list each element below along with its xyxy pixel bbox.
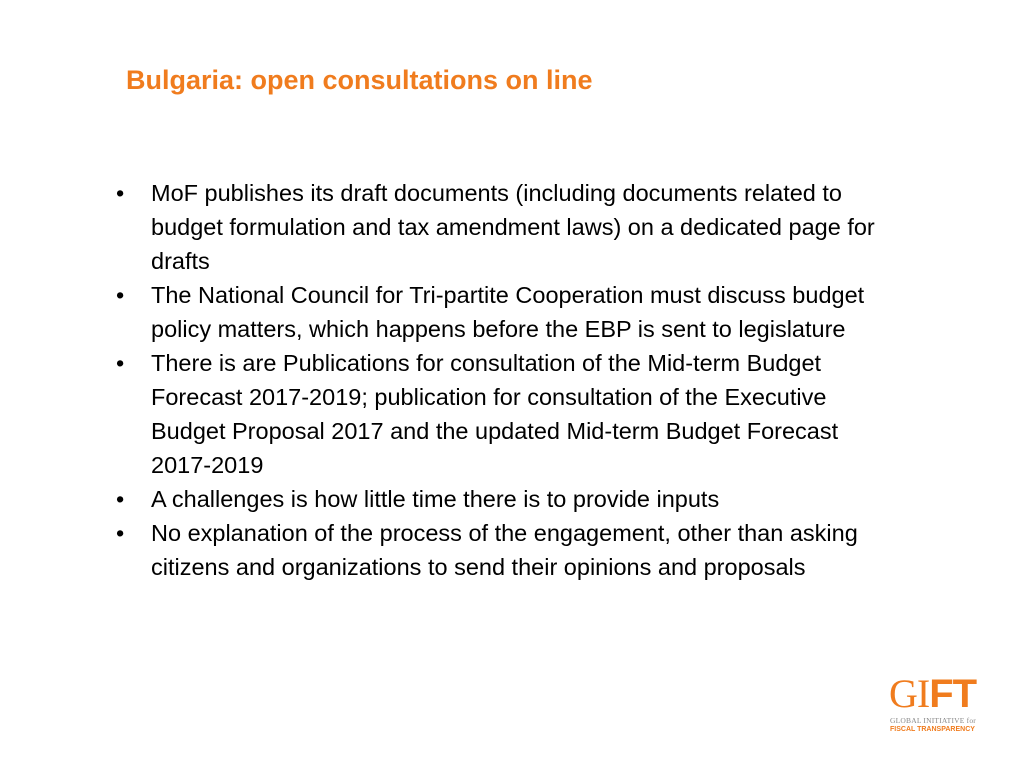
bullet-marker: • [116, 486, 125, 512]
logo-tagline-line1: GLOBAL INITIATIVE for [890, 716, 976, 725]
logo-letters-ft: FT [929, 672, 977, 716]
bullet-marker: • [116, 350, 125, 376]
bullet-list [116, 176, 876, 584]
bullet-text: The National Council for Tri-partite Cooperation must discuss budget policy matters, which happens before the EBP is sent to legislature [151, 282, 865, 342]
gift-logo [889, 672, 981, 734]
logo-letters-gi: GI [889, 671, 930, 716]
bullet-item [116, 346, 876, 482]
slide-title: Bulgaria: open consultations on line [126, 65, 593, 95]
bullet-text: MoF publishes its draft documents (including documents related to budget formulation and tax amendment laws) on a dedicated page for drafts [151, 180, 875, 274]
bullet-item [116, 516, 876, 584]
bullet-item [116, 278, 876, 346]
bullet-marker: • [116, 520, 125, 546]
logo-tagline-line2: FISCAL TRANSPARENCY [890, 726, 975, 733]
logo-wordmark [889, 672, 976, 716]
bullet-item [116, 482, 876, 516]
bullet-marker: • [116, 282, 125, 308]
bullet-text: There is are Publications for consultation of the Mid-term Budget Forecast 2017-2019; publication for consultation of the Executive Budget Proposal 2017 and the updated Mid-term Budget Forecast 2017-2019 [151, 350, 839, 478]
bullet-text: No explanation of the process of the engagement, other than asking citizens and organizations to send their opinions and proposals [151, 520, 858, 580]
bullet-marker: • [116, 180, 125, 206]
bullet-text: A challenges is how little time there is to provide inputs [151, 486, 720, 512]
bullet-item [116, 176, 876, 278]
